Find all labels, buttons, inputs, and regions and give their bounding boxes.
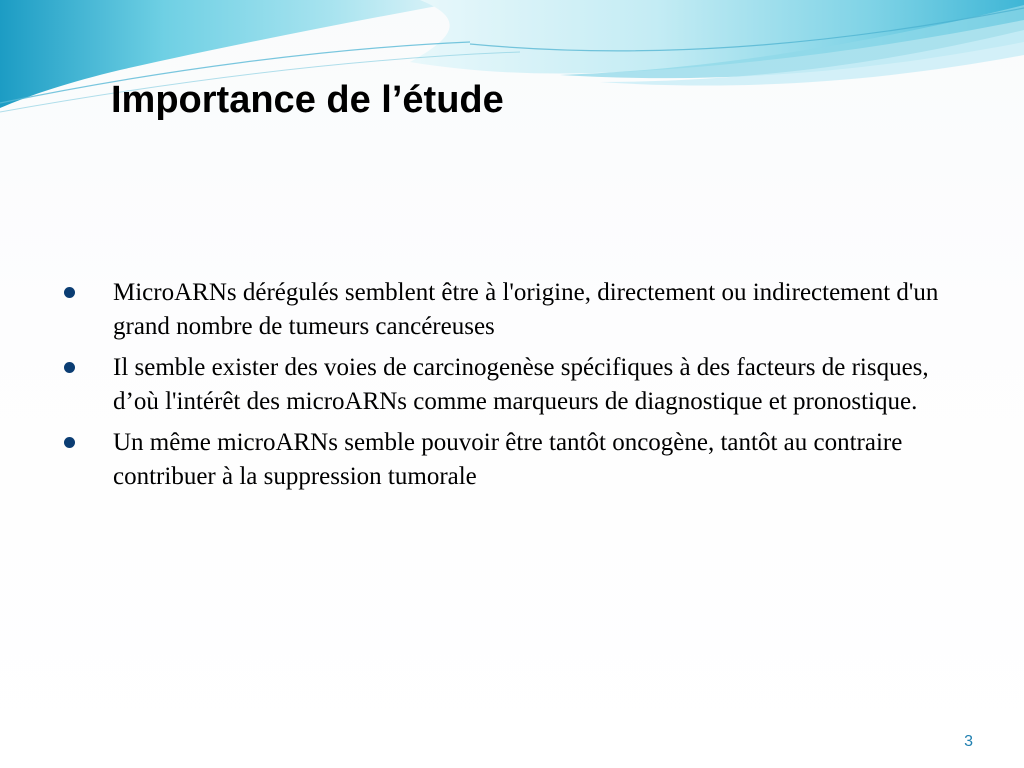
bullet-text: Un même microARNs semble pouvoir être tantôt oncogène, tantôt au contraire contribuer à la suppression tumorale <box>113 429 903 490</box>
bullet-text: Il semble exister des voies de carcinogenèse spécifiques à des facteurs de risques, d’où l'intérêt des microARNs comme marqueurs de diagnostique et pronostique. <box>113 354 929 415</box>
bullet-item <box>60 351 970 419</box>
bullet-item <box>60 426 970 494</box>
bullet-dot-icon <box>64 287 75 298</box>
bullet-text: MicroARNs dérégulés semblent être à l'origine, directement ou indirectement d'un grand nombre de tumeurs cancéreuses <box>113 279 939 340</box>
slide-title: Importance de l’étude <box>111 79 504 121</box>
bullet-list <box>60 276 970 501</box>
page-number: 3 <box>964 733 973 750</box>
bullet-dot-icon <box>64 362 75 373</box>
bullet-item <box>60 276 970 344</box>
bullet-dot-icon <box>64 437 75 448</box>
